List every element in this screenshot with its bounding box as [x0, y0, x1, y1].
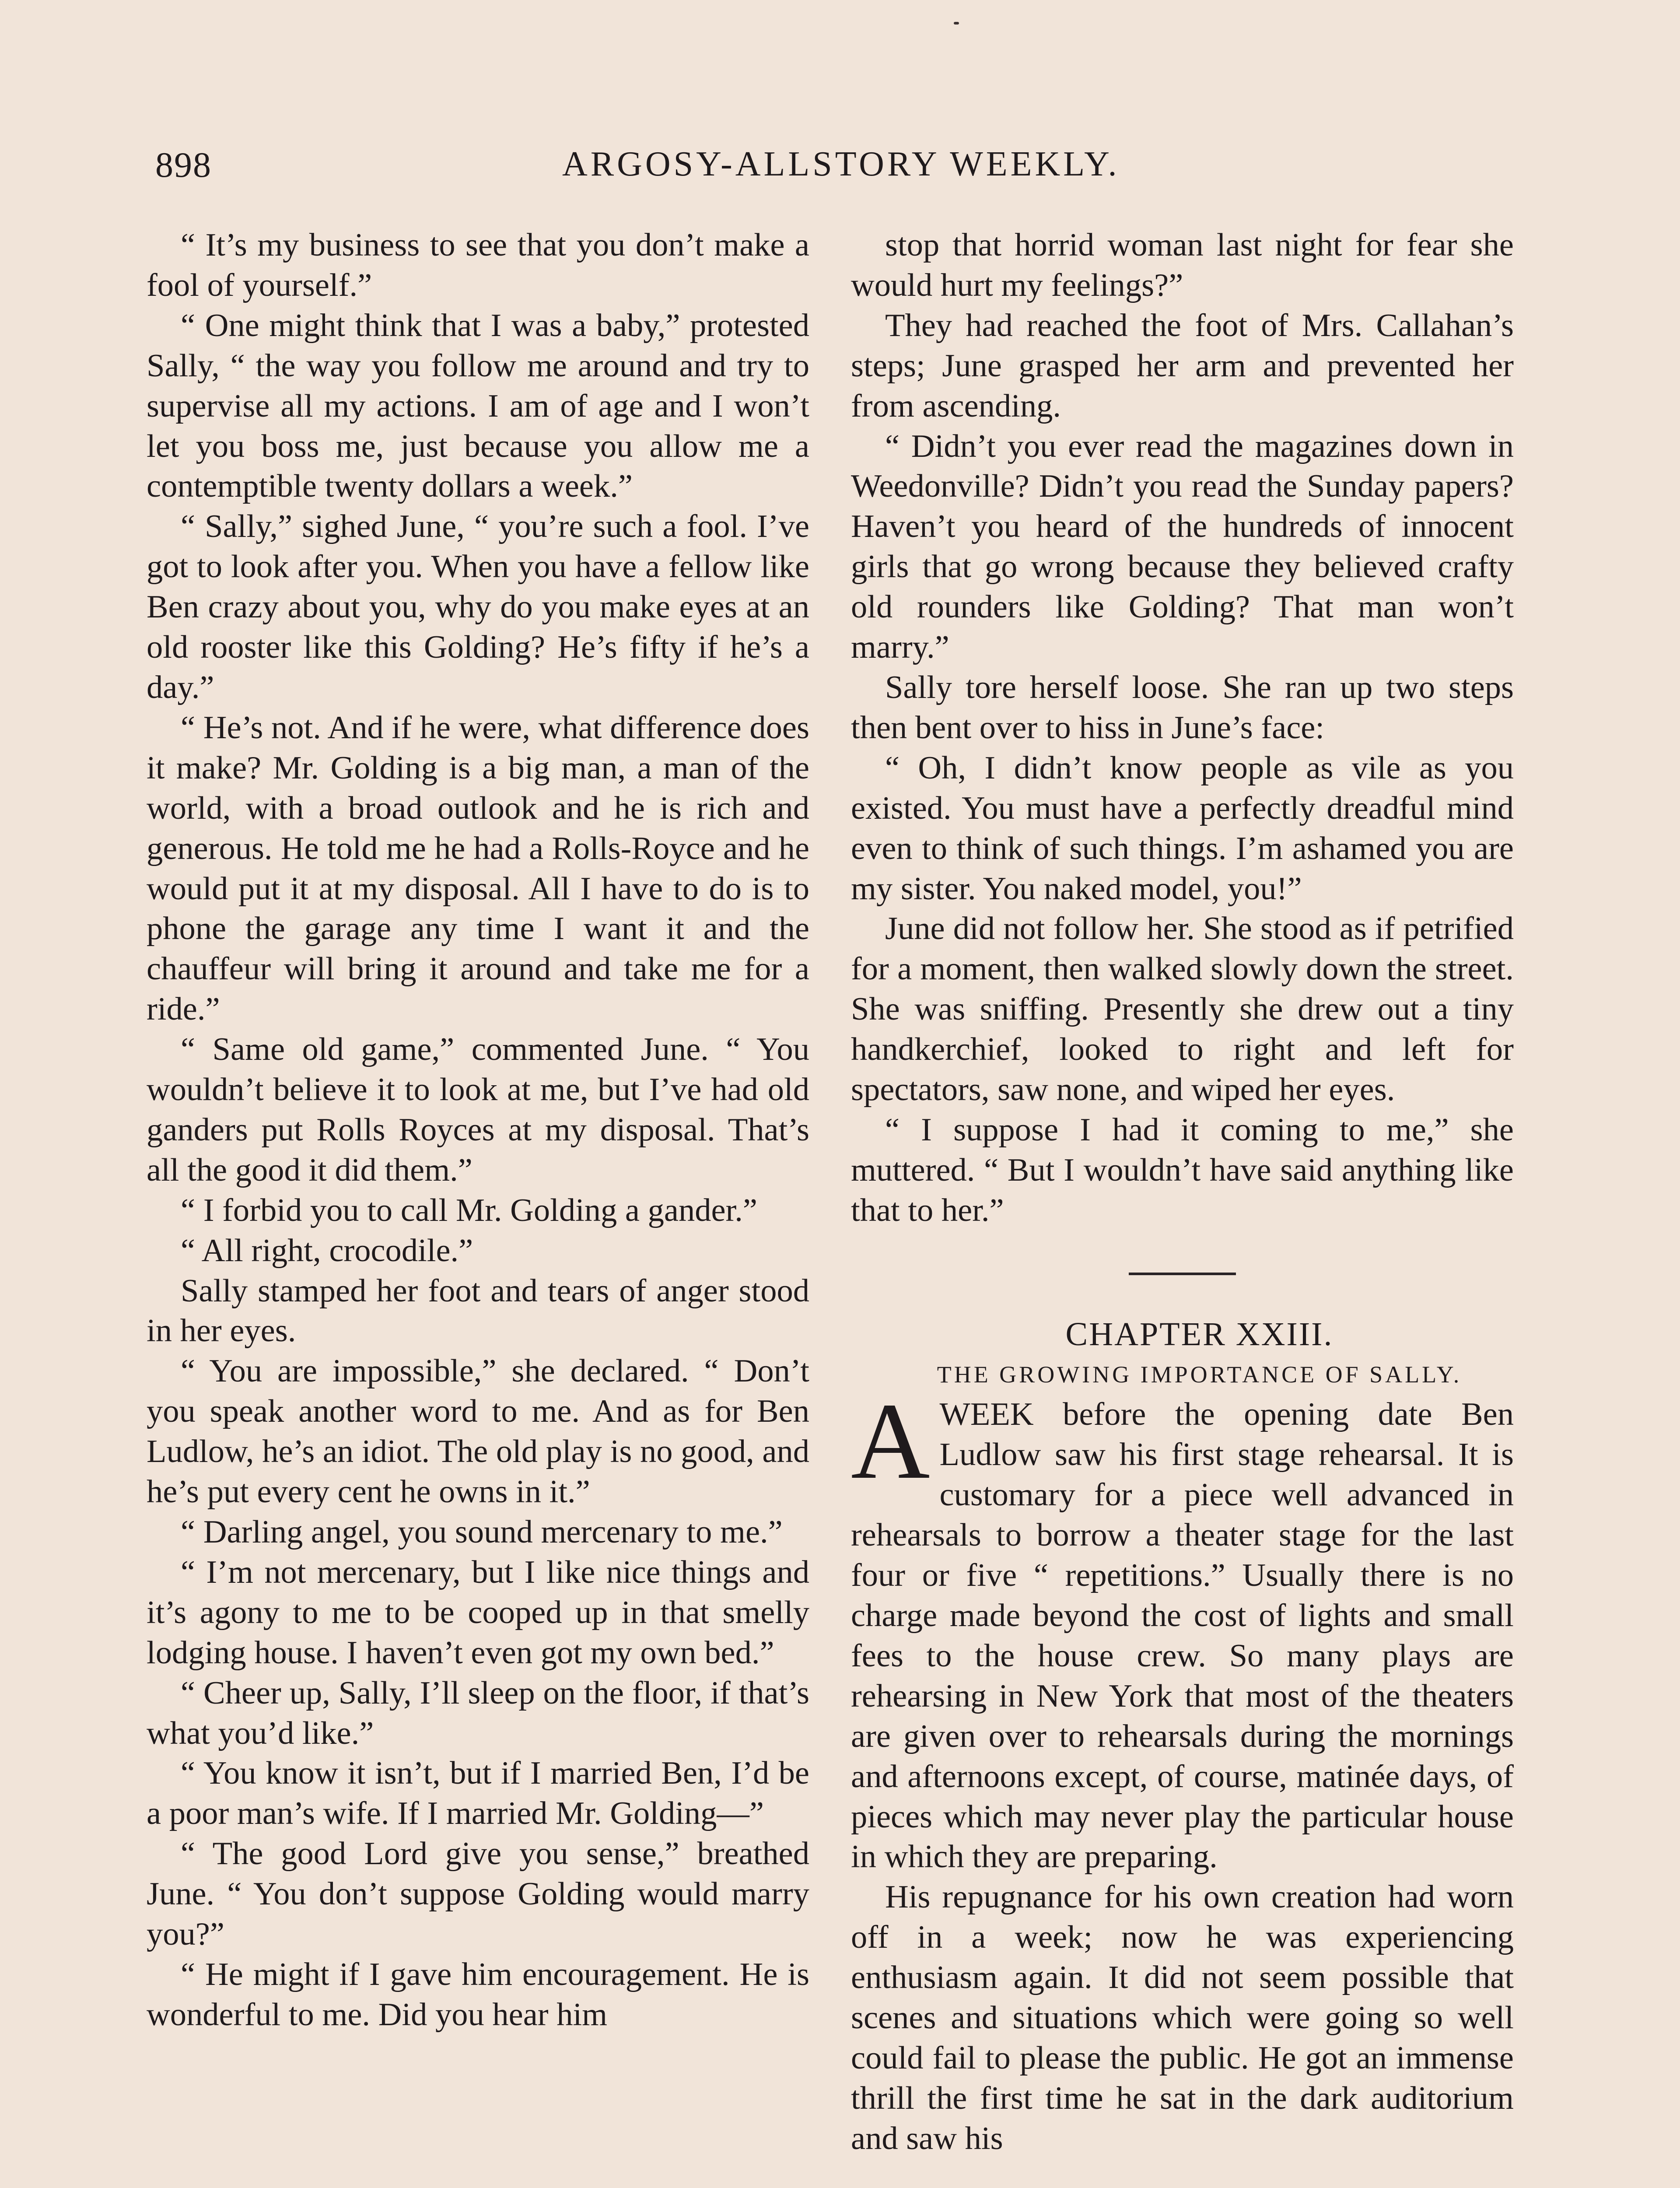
paragraph: “ Didn’t you ever read the magazines down in Weedonville? Didn’t you read the Sunday papers? Haven’t you heard of the hundreds of innocent girls that go wrong because they believed crafty old rounders like Golding? That man won’t marry.” [851, 428, 1514, 666]
paragraph: “ One might think that I was a baby,” protested Sally, “ the way you follow me around and try to supervise all my actions. I am of age and I won’t let you boss me, just because you allow me a contemptible twenty dollars a week.” [147, 307, 809, 505]
drop-cap: A [851, 1381, 930, 1502]
paragraph: “ I forbid you to call Mr. Golding a gander.” [181, 1192, 757, 1228]
chapter-subtitle: THE GROWING IMPORTANCE OF SALLY. [937, 1361, 1462, 1388]
right-column [851, 225, 1514, 2159]
paragraph: “ Darling angel, you sound mercenary to me.” [181, 1514, 783, 1550]
opening-text: WEEK before the opening date Ben Ludlow saw his first stage rehearsal. It is customary for a piece well advanced in rehearsals to borrow a theater stage for the last four or five “ repetitions.” Usually there is no charge made beyond the cost of lights and small fees to the house crew. So many plays are rehearsing in New York that most of the theaters are given over to rehearsals during the mornings and afternoons except, of course, matinée days, of pieces which may never play the particular house in which they are preparing. [851, 1396, 1514, 1875]
opening-paragraph [851, 1381, 1514, 1877]
paragraph: “ Oh, I didn’t know people as vile as you existed. You must have a perfectly dreadful mind even to think of such things. I’m ashamed you are my sister. You naked model, you!” [851, 750, 1514, 907]
paragraph: June did not follow her. She stood as if petrified for a moment, then walked slowly down the street. She was sniffing. Presently she drew out a tiny handkerchief, looked to right and left for spectators, saw none, and wiped her eyes. [851, 911, 1514, 1108]
chapter-opening [851, 1381, 1514, 1877]
paragraph: His repugnance for his own creation had worn off in a week; now he was experiencing enthusiasm again. It did not seem possible that scenes and situations which were going so well could fail to please the public. He got an immense thrill the first time he sat in the dark auditorium and saw his [851, 1879, 1514, 2156]
paragraph: “ I’m not mercenary, but I like nice things and it’s agony to me to be cooped up in that smelly lodging house. I haven’t even got my own bed.” [147, 1554, 809, 1671]
paragraph: “ He might if I gave him encouragement. He is wonderful to me. Did you hear him [147, 1956, 809, 2033]
paragraph: “ You know it isn’t, but if I married Ben, I’d be a poor man’s wife. If I married Mr. Golding—” [147, 1755, 809, 1832]
left-column [147, 225, 809, 2035]
page-number: 898 [155, 145, 212, 185]
paragraph: They had reached the foot of Mrs. Callahan’s steps; June grasped her arm and prevented her from ascending. [851, 307, 1514, 424]
chapter-title: CHAPTER XXIII. [1065, 1315, 1334, 1353]
paragraph: “ Sally,” sighed June, “ you’re such a fool. I’ve got to look after you. When you have a fellow like Ben crazy about you, why do you make eyes at an old rooster like this Golding? He’s fifty if he’s a day.” [147, 508, 809, 705]
paragraph: “ It’s my business to see that you don’t make a fool of yourself.” [147, 227, 809, 303]
paragraph: “ I suppose I had it coming to me,” she muttered. “ But I wouldn’t have said anything like that to her.” [851, 1112, 1514, 1228]
paragraph: “ The good Lord give you sense,” breathed June. “ You don’t suppose Golding would marry you?” [147, 1836, 809, 1953]
page-header [155, 144, 1525, 197]
magazine-title: ARGOSY-ALLSTORY WEEKLY. [562, 145, 1120, 183]
paragraph: stop that horrid woman last night for fear she would hurt my feelings?” [851, 227, 1514, 303]
section-divider [1129, 1273, 1236, 1275]
paragraph: Sally tore herself loose. She ran up two steps then bent over to hiss in June’s face: [851, 669, 1514, 746]
paragraph: “ He’s not. And if he were, what difference does it make? Mr. Golding is a big man, a man of the world, with a broad outlook and he is rich and generous. He told me he had a Rolls-Royce and he would put it at my disposal. All I have to do is to phone the garage any time I want it and the chauffeur will bring it around and take me for a ride.” [147, 709, 809, 1027]
paragraph: “ Cheer up, Sally, I’ll sleep on the floor, if that’s what you’d like.” [147, 1675, 809, 1751]
paragraph: “ Same old game,” commented June. “ You wouldn’t believe it to look at me, but I’ve had old ganders put Rolls Royces at my disposal. That’s all the good it did them.” [147, 1031, 809, 1188]
ink-speck [954, 22, 959, 25]
paragraph: Sally stamped her foot and tears of anger stood in her eyes. [147, 1273, 809, 1349]
paragraph: “ All right, crocodile.” [181, 1232, 473, 1269]
paragraph: “ You are impossible,” she declared. “ Don’t you speak another word to me. And as for Ben Ludlow, he’s an idiot. The old play is no good, and he’s put every cent he owns in it.” [147, 1353, 809, 1510]
